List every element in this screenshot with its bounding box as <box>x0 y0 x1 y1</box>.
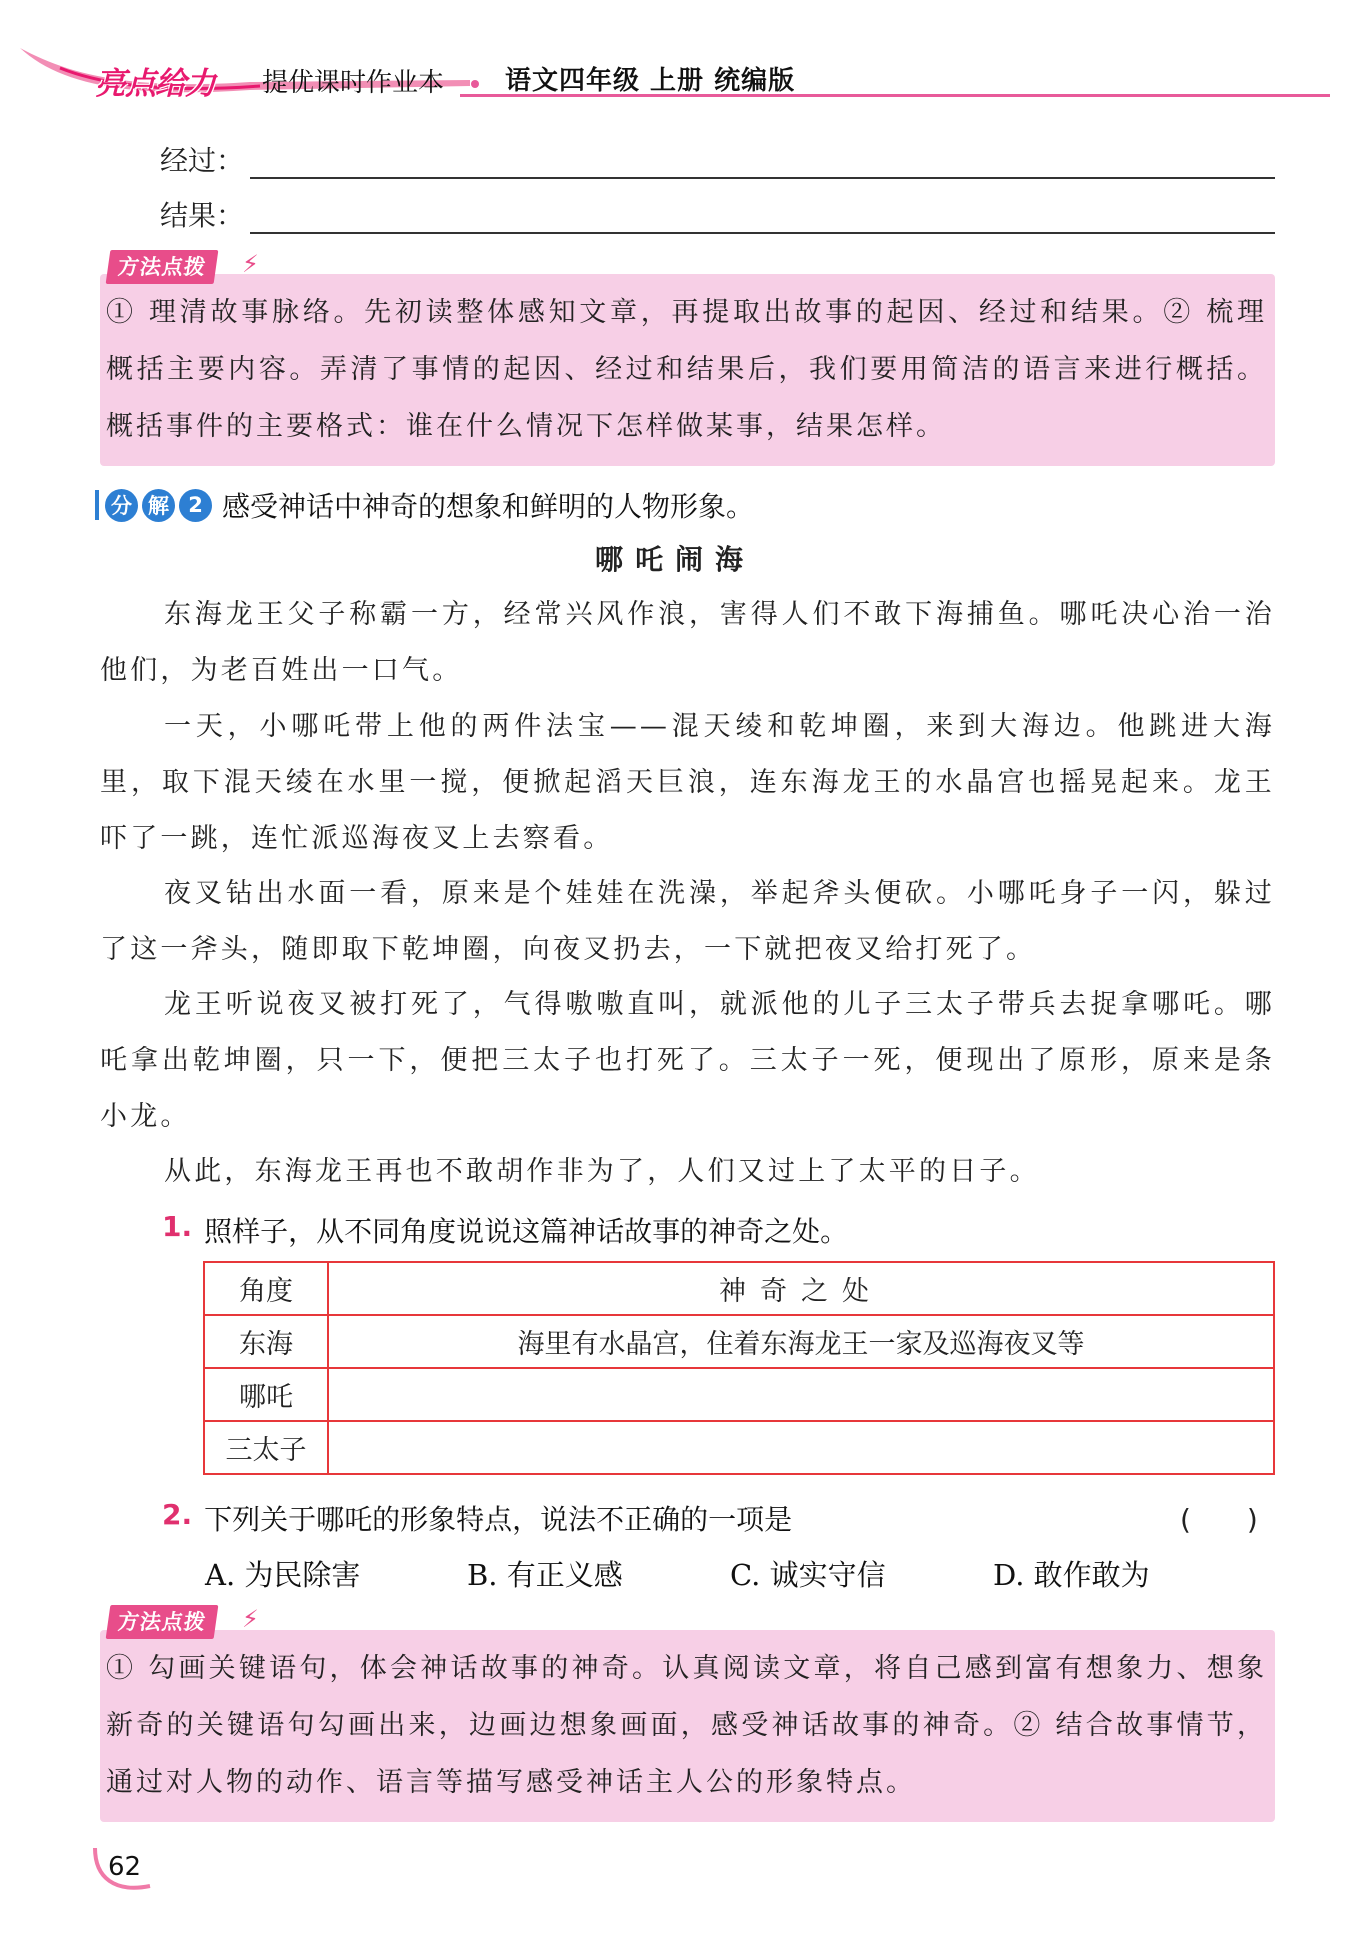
option-c[interactable]: C. 诚实守信 <box>730 1558 886 1592</box>
table-row <box>204 1368 1274 1421</box>
question-1 <box>162 1210 848 1250</box>
angle-table <box>203 1261 1275 1475</box>
book-title: 语文四年级 上册 统编版 <box>505 66 796 96</box>
question-number: 1. <box>162 1210 193 1243</box>
table-header-row <box>204 1262 1274 1315</box>
table-header-cell: 神奇之处 <box>328 1262 1274 1315</box>
answer-cell[interactable] <box>328 1421 1274 1474</box>
header-dot <box>471 80 479 88</box>
table-row <box>204 1315 1274 1368</box>
section-tag: 分 <box>105 489 138 522</box>
method-tip-badge: 方法点拨 <box>106 250 219 284</box>
story-title: 哪吒闹海 <box>594 543 755 576</box>
fill-in-label: 经过： <box>160 144 245 177</box>
page-number: 62 <box>108 1852 142 1882</box>
option-b[interactable]: B. 有正义感 <box>467 1558 623 1592</box>
question-2 <box>162 1498 792 1538</box>
story-paragraph: 东海龙王父子称霸一方，经常兴风作浪，害得人们不敢下海捕鱼。哪吒决心治一治他们，为老百姓出一口气。 <box>100 599 1275 686</box>
method-tip-badge: 方法点拨 <box>106 1605 219 1639</box>
question-text: 下列关于哪吒的形象特点，说法不正确的一项是 <box>204 1503 793 1536</box>
option-d[interactable]: D. 敢作敢为 <box>993 1558 1150 1592</box>
answer-line[interactable] <box>250 147 1275 179</box>
fill-in-label: 结果： <box>160 199 245 232</box>
question-text: 照样子，从不同角度说说这篇神话故事的神奇之处。 <box>204 1215 849 1248</box>
section-title: 感受神话中神奇的想象和鲜明的人物形象。 <box>222 490 755 523</box>
table-cell: 哪吒 <box>204 1368 328 1421</box>
question-number: 2. <box>162 1498 193 1531</box>
story-paragraph: 从此，东海龙王再也不敢胡作非为了，人们又过上了太平的日子。 <box>164 1156 1040 1187</box>
answer-parentheses[interactable]: ( ) <box>1180 1503 1258 1536</box>
table-cell: 东海 <box>204 1315 328 1368</box>
table-header-cell: 角度 <box>204 1262 328 1315</box>
section-bar <box>95 490 99 520</box>
story-paragraph: 龙王听说夜叉被打死了，气得嗷嗷直叫，就派他的儿子三太子带兵去捉拿哪吒。哪吒拿出乾坤圈，只一下，便把三太子也打死了。三太子一死，便现出了原形，原来是条小龙。 <box>100 989 1275 1132</box>
spark-icon: ⚡ <box>242 250 259 278</box>
method-tip-text: ① 理清故事脉络。先初读整体感知文章，再提取出故事的起因、经过和结果。② 梳理概括主要内容。弄清了事情的起因、经过和结果后，我们要用简洁的语言来进行概括。概括事件的主要格式：谁在什么情况下怎样做某事，结果怎样。 <box>106 297 1267 442</box>
method-tip-box <box>100 1630 1275 1822</box>
series-title: 提优课时作业本 <box>262 68 445 98</box>
section-heading <box>95 485 754 525</box>
table-row <box>204 1421 1274 1474</box>
brand-logo: 亮点给力 <box>95 66 215 102</box>
story-paragraph: 一天，小哪吒带上他的两件法宝——混天绫和乾坤圈，来到大海边。他跳进大海里，取下混天绫在水里一搅，便掀起滔天巨浪，连东海龙王的水晶宫也摇晃起来。龙王吓了一跳，连忙派巡海夜叉上去察看。 <box>100 711 1275 854</box>
option-a[interactable]: A. 为民除害 <box>205 1558 361 1592</box>
table-cell: 三太子 <box>204 1421 328 1474</box>
section-tag: 解 <box>142 489 175 522</box>
section-number: 2 <box>179 489 212 522</box>
method-tip-box <box>100 274 1275 466</box>
spark-icon: ⚡ <box>242 1605 259 1633</box>
fill-in-row-result <box>160 188 1275 234</box>
story-paragraph: 夜叉钻出水面一看，原来是个娃娃在洗澡，举起斧头便砍。小哪吒身子一闪，躲过了这一斧头，随即取下乾坤圈，向夜叉扔去，一下就把夜叉给打死了。 <box>100 878 1275 965</box>
method-tip-text: ① 勾画关键语句，体会神话故事的神奇。认真阅读文章，将自己感到富有想象力、想象新奇的关键语句勾画出来，边画边想象画面，感受神话故事的神奇。② 结合故事情节，通过对人物的动作、语言等描写感受神话主人公的形象特点。 <box>106 1653 1267 1798</box>
answer-cell[interactable] <box>328 1368 1274 1421</box>
table-cell: 海里有水晶宫，住着东海龙王一家及巡海夜叉等 <box>328 1315 1274 1368</box>
fill-in-row-process <box>160 133 1275 179</box>
answer-line[interactable] <box>250 202 1275 234</box>
